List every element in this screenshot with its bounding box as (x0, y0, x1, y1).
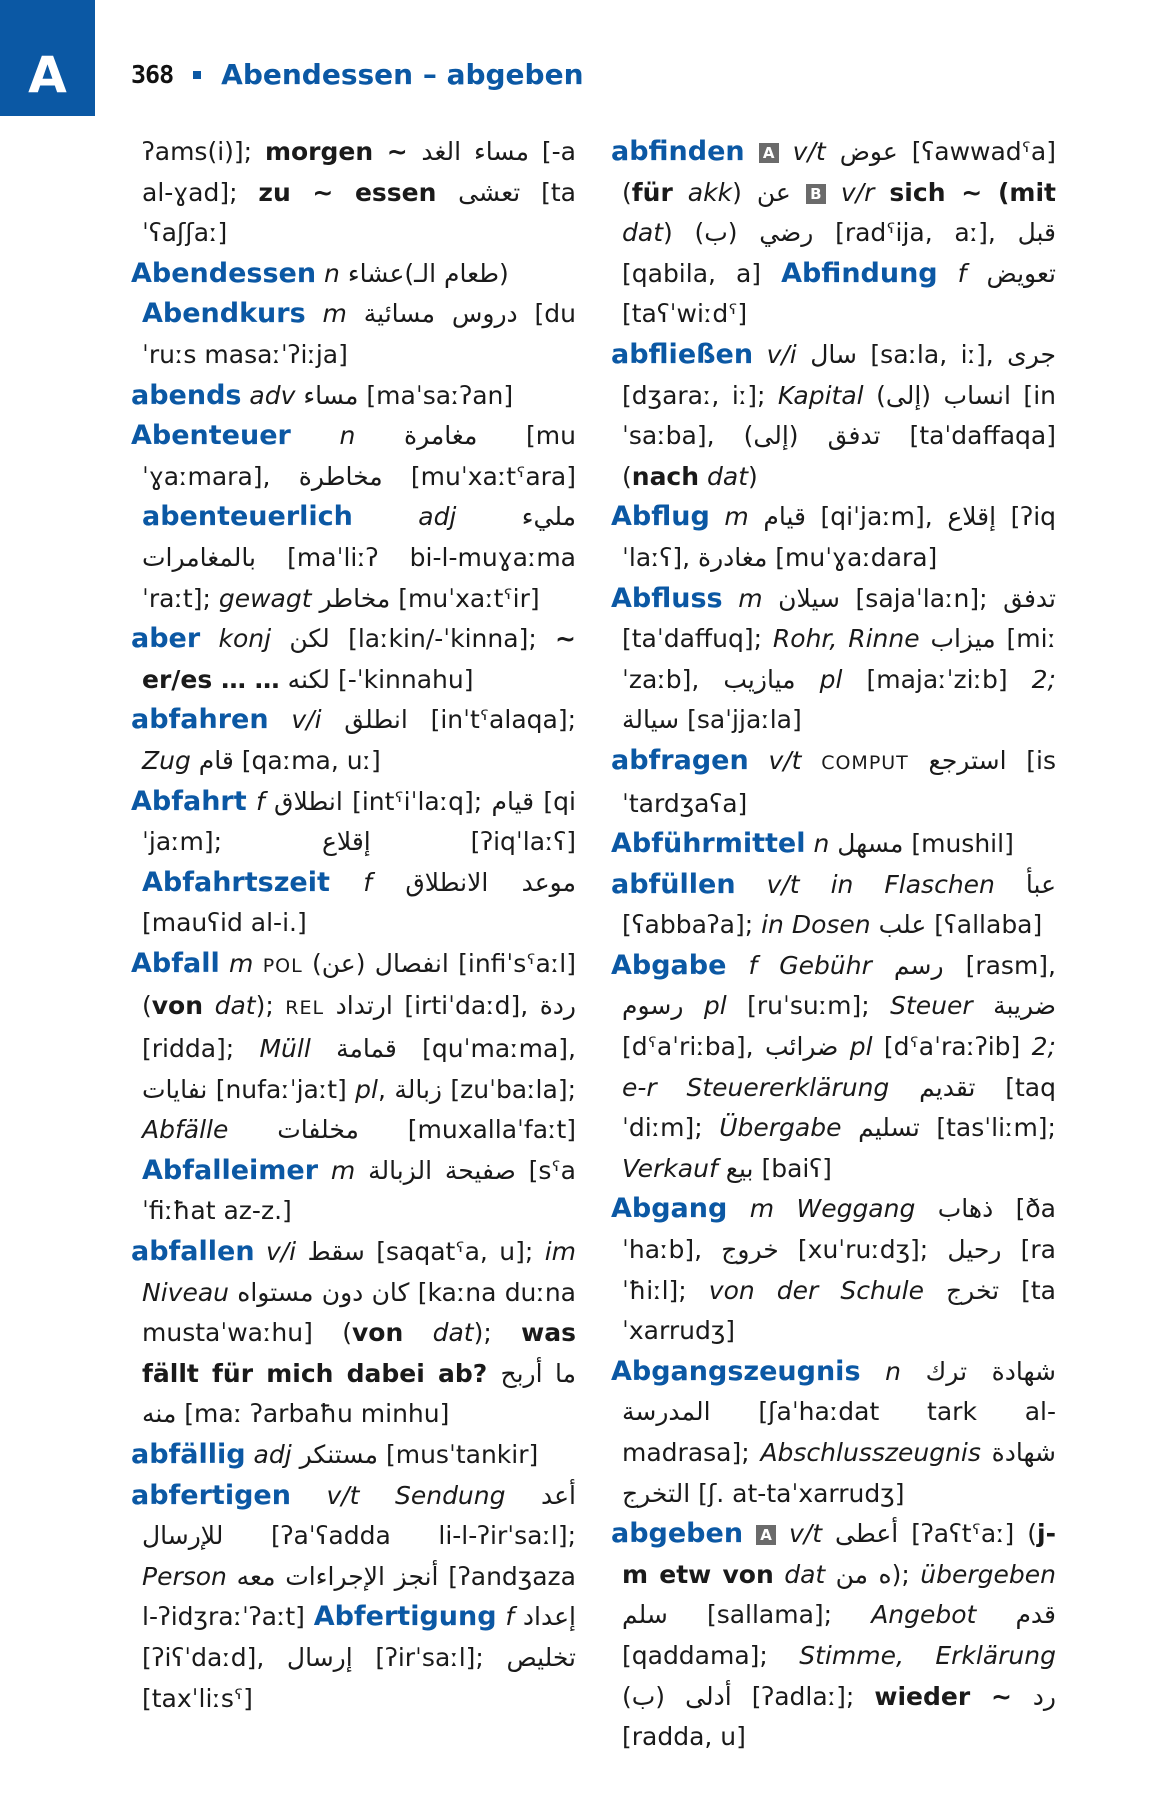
dictionary-entry (131, 782, 576, 944)
transcription: [sˁaˈfiːħat az-z.] (142, 1155, 576, 1226)
transcription (743, 1519, 756, 1548)
grammar-label: in Dosen (761, 910, 879, 940)
arabic-translation: مخاطرة (298, 461, 383, 491)
arabic-translation: زبالة (394, 1074, 442, 1104)
transcription: [qabila, a] (622, 258, 782, 288)
right-column (611, 132, 1056, 1758)
dictionary-entry (611, 1352, 1056, 1514)
grammar-label: Steuer (890, 991, 994, 1021)
thumb-index-tab (0, 0, 95, 116)
headword: abfragen (611, 744, 749, 776)
grammar-label: übergeben (920, 1559, 1056, 1589)
grammar-label: Müll (259, 1034, 337, 1064)
transcription: [quˈmaːma], (396, 1034, 576, 1064)
headword: abgeben (611, 1518, 744, 1550)
transcription: [qiˈjaːm], (805, 502, 948, 532)
grammar-label: dat (403, 1318, 474, 1348)
arabic-translation: عن (756, 177, 791, 207)
arabic-translation: استرجع (928, 745, 1007, 775)
headword: Abfahrtszeit (142, 866, 330, 898)
transcription: [-a al-ɣad]; (142, 137, 577, 207)
arabic-translation: إرسال (286, 1642, 353, 1672)
transcription: ) (663, 218, 695, 248)
grammar-label: m (709, 502, 764, 532)
grammar-label: Kapital (777, 380, 877, 410)
headword: abfällig (131, 1439, 246, 1470)
arabic-translation: (طعام الـ)عشاء (347, 258, 509, 288)
dictionary-entry (131, 416, 576, 619)
grammar-label: Abschlusszeugnis (760, 1438, 992, 1467)
grammar-label: von der Schule (708, 1275, 947, 1305)
arabic-translation: تدفق (إلى) (743, 421, 881, 451)
sense-marker: A (759, 143, 779, 163)
headword: Abendkurs (142, 298, 306, 330)
thumb-index-letter: A (28, 46, 67, 104)
transcription: [baiʕ] (753, 1153, 832, 1183)
grammar-label: adv (241, 380, 304, 410)
grammar-label: f (496, 1602, 523, 1632)
transcription: [ʕabbaʔa]; (622, 910, 762, 940)
arabic-translation: رد (1032, 1681, 1056, 1711)
grammar-label: f (937, 258, 987, 288)
transcription (909, 746, 929, 775)
arabic-translation: أعطى (835, 1519, 899, 1549)
arabic-translation: شهادة التخرج (622, 1438, 1056, 1508)
transcription: [raˈħiːl]; (622, 1235, 1056, 1305)
transcription (745, 137, 759, 166)
dictionary-entry (131, 1232, 576, 1435)
transcription: [ʔaˈʕadda li-l-ʔirˈsaːl]; (223, 1521, 576, 1551)
headword: Abgabe (611, 949, 727, 981)
grammar-label: v/i (254, 1237, 308, 1267)
grammar-label: Stimme, Erklärung (799, 1640, 1056, 1670)
grammar-label: pl (355, 1074, 378, 1104)
grammar-label: m (219, 948, 263, 978)
headword: abfahren (131, 704, 269, 736)
arabic-translation: مخلفات (277, 1115, 359, 1145)
transcription: [-ˈkinnahu] (330, 664, 474, 694)
arabic-translation: تسليم (858, 1113, 920, 1143)
bold-phrase: für (631, 177, 673, 207)
arabic-translation: بيع (725, 1153, 754, 1183)
grammar-label: pl (838, 1032, 884, 1062)
transcription (791, 178, 806, 207)
dictionary-entry (131, 132, 576, 254)
grammar-label: n (860, 1356, 926, 1386)
arabic-translation: ما أربح منه (142, 1358, 576, 1429)
transcription: [zuˈbaːla]; (441, 1074, 576, 1104)
bold-phrase: von (151, 991, 204, 1021)
grammar-label: im Niveau (142, 1237, 576, 1307)
transcription: [inˈtˁalaqa]; (407, 705, 576, 735)
dictionary-entry (611, 497, 1056, 578)
transcription: [ruˈsuːm]; (747, 991, 891, 1021)
arabic-translation: ردة (539, 991, 576, 1021)
headword: abfertigen (131, 1479, 291, 1511)
grammar-label: Verkauf (622, 1153, 726, 1183)
grammar-label: v/t in Flaschen (735, 869, 1026, 899)
arabic-translation: رسم (893, 950, 944, 980)
grammar-label: 2; e-r Steuererklärung (622, 1032, 1056, 1102)
arabic-translation: مغامرة (404, 421, 478, 451)
transcription: ); (473, 1318, 522, 1348)
grammar-label: m (722, 583, 779, 613)
transcription: ); (891, 1559, 921, 1589)
arabic-translation: إقلاع (947, 502, 997, 532)
arabic-translation: رضي (ب) (694, 218, 814, 248)
square-bullet-icon (193, 71, 201, 79)
bold-phrase: j-m etw von (622, 1519, 1056, 1589)
grammar-label: n (316, 258, 348, 288)
grammar-label: v/t (748, 745, 822, 775)
headword: Abfalleimer (142, 1154, 319, 1186)
transcription: [muˈxaːtˁara] (382, 461, 576, 491)
headword: Abenteuer (131, 420, 291, 452)
dictionary-entry (131, 254, 576, 295)
transcription: [taˈxarrudʒ] (622, 1275, 1057, 1346)
transcription: [dʒaraː, iː]; (622, 380, 778, 410)
transcription: [qaːma, uː] (233, 745, 381, 775)
transcription: [miːˈzaːb], (622, 624, 1056, 694)
transcription: [kaːna duːna mustaˈwaːhu] ( (142, 1277, 576, 1348)
arabic-translation: ميزاب (930, 624, 996, 654)
dictionary-entry (611, 1514, 1056, 1758)
transcription: [sallama]; (667, 1600, 872, 1630)
arabic-translation: مساء (303, 380, 359, 410)
headword: abfallen (131, 1236, 255, 1268)
dictionary-entry (131, 1476, 576, 1720)
transcription: [nufaːˈjaːt] (207, 1074, 356, 1104)
headword: Abfall (131, 947, 220, 979)
grammar-label: konj (200, 624, 290, 654)
arabic-translation: علب (878, 910, 927, 940)
grammar-label: v/t (778, 137, 840, 166)
grammar-label: Angebot (871, 1600, 1016, 1630)
transcription: [muˈxaːtˁir] (390, 583, 540, 613)
bold-phrase: zu ~ essen (258, 177, 459, 207)
arabic-translation: مستنكر (299, 1440, 379, 1469)
transcription: [ʕallaba] (926, 910, 1043, 940)
transcription: [inˈsaːba], (622, 380, 1056, 451)
grammar-label: dat (203, 991, 256, 1021)
transcription: [intˁiˈlaːq]; (342, 786, 492, 816)
headword: abenteuerlich (142, 501, 353, 533)
headword: Abgang (611, 1193, 728, 1225)
transcription: [saqatˁa, u]; (364, 1237, 545, 1267)
running-head (131, 58, 584, 91)
arabic-translation: سيالة (622, 705, 680, 735)
transcription: [maˈliːʔ bi-l-muɣaːmaˈraːt]; (142, 542, 576, 613)
dictionary-entry (131, 700, 576, 781)
dictionary-entry (611, 824, 1056, 865)
grammar-label: f (246, 786, 275, 816)
arabic-translation: خروج (721, 1235, 779, 1265)
arabic-translation: مخاطر (319, 583, 391, 613)
arabic-translation: تدفق (1003, 583, 1056, 613)
arabic-translation: عوض (839, 137, 898, 166)
grammar-label: adj (352, 502, 522, 532)
headword: Abendessen (131, 257, 317, 289)
transcription (280, 665, 288, 694)
transcription: [taxˈliːsˁ] (142, 1683, 253, 1713)
bold-phrase: nach (631, 461, 700, 491)
grammar-label: Person (142, 1561, 237, 1591)
grammar-label: v/i (753, 339, 811, 369)
arabic-translation: تخليص (506, 1642, 577, 1672)
transcription: [saˈjjaːla] (679, 705, 802, 735)
transcription: [taˈdaffaqa] ( (622, 421, 1056, 491)
transcription: [dˁaˈraːʔib] (883, 1032, 1032, 1062)
arabic-translation: قبل (1017, 218, 1056, 248)
dictionary-entry (131, 944, 576, 1232)
arabic-translation: نفايات (142, 1074, 208, 1104)
arabic-translation: قيام (763, 502, 806, 532)
transcription: [irtiˈdaːd], (392, 991, 540, 1021)
transcription: ) (748, 461, 758, 491)
transcription: [ʕawwadˁa] ( (622, 137, 1056, 207)
transcription: ) (732, 177, 757, 207)
transcription: [radda, u] (622, 1722, 746, 1752)
page-number: 368 (131, 60, 174, 89)
arabic-translation: شهادة ترك المدرسة (622, 1356, 1056, 1427)
arabic-translation: قمامة (336, 1034, 397, 1064)
transcription: [sajaˈlaːn]; (839, 583, 1004, 613)
arabic-translation: ضرائب (764, 1032, 839, 1062)
transcription: [maː ʔarbaħu minhu] (176, 1399, 450, 1429)
transcription: [saːla, iː], (856, 339, 1008, 369)
headword: abfinden (611, 136, 745, 167)
arabic-translation: ميازيب (723, 664, 796, 694)
transcription: [ʔiqˈlaːʕ] (370, 827, 576, 857)
dictionary-entry (131, 376, 576, 417)
arabic-translation: تعشى (458, 177, 521, 207)
transcription: [muˈɣaːdara] (767, 542, 938, 572)
grammar-label: Abfälle (142, 1115, 278, 1145)
transcription: [qiˈjaːm]; (142, 786, 576, 857)
grammar-label: v/t (776, 1519, 835, 1549)
dictionary-entry (611, 1189, 1056, 1351)
headword: Abgangszeugnis (611, 1355, 861, 1387)
sense-marker: B (806, 184, 826, 204)
arabic-translation: عبأ (1025, 869, 1056, 899)
arabic-translation: ه من (835, 1559, 892, 1589)
transcription: [ʔandʒaza l-ʔidʒraːˈʔaːt] (142, 1561, 576, 1632)
transcription (324, 991, 336, 1020)
subject-label: COMPUT (821, 751, 909, 774)
transcription: , (378, 1074, 395, 1104)
sense-marker: A (756, 1525, 776, 1545)
arabic-translation: دروس مسائية (363, 299, 518, 329)
grammar-label: m Weggang (727, 1194, 938, 1224)
headword: Abfindung (781, 257, 938, 289)
dictionary-entry (131, 619, 576, 700)
left-column (131, 132, 576, 1719)
arabic-translation: انساب (إلى) (876, 380, 1011, 410)
transcription: [tasˈliːm]; (919, 1113, 1056, 1143)
transcription: [mauʕid al-i.] (142, 908, 307, 938)
grammar-label: dat (773, 1559, 836, 1589)
arabic-translation: انفصال (عن) (312, 948, 449, 978)
transcription: ); (255, 991, 286, 1021)
dictionary-entry (611, 946, 1056, 1190)
arabic-translation: أنجز الإجراءات معه (236, 1561, 439, 1591)
transcription: [ridda]; (142, 1034, 260, 1064)
bold-phrase: was fällt für mich dabei ab? (142, 1318, 576, 1388)
grammar-label: n (805, 829, 838, 859)
arabic-translation: رحيل (947, 1235, 1002, 1265)
transcription: [rasm], (943, 950, 1056, 980)
dictionary-entry (611, 579, 1056, 741)
transcription: [ʔiʕˈdaːd], (142, 1642, 287, 1672)
dictionary-entry (611, 132, 1056, 335)
arabic-translation: صفيحة الزبالة (368, 1155, 516, 1185)
transcription: [ðaˈhaːb], (622, 1194, 1056, 1265)
transcription: [isˈtardʒaʕa] (622, 745, 1057, 818)
bold-phrase: morgen ~ (264, 137, 422, 166)
transcription (303, 949, 312, 978)
dictionary-entry (131, 1435, 576, 1476)
transcription: [muˈɣaːmara], (142, 421, 576, 491)
transcription: [majaːˈziːb] (866, 664, 1032, 694)
arabic-translation: جرى (1007, 339, 1056, 369)
transcription: [ʃaˈhaːdat tark al-madrasa]; (622, 1397, 1056, 1467)
arabic-translation: ارتداد (335, 991, 393, 1021)
transcription: [mushil] (903, 829, 1014, 859)
grammar-label: Übergabe (719, 1113, 859, 1143)
grammar-label: gewagt (218, 583, 320, 613)
transcription: [taqˈdiːm]; (622, 1072, 1056, 1143)
transcription: [taʕˈwiːdˁ] (622, 299, 748, 329)
arabic-translation: رسوم (622, 991, 684, 1021)
bold-phrase: wieder ~ (874, 1681, 1033, 1711)
arabic-translation: تقديم (919, 1072, 976, 1102)
transcription: [ʔiqˈlaːʕ], (622, 502, 1057, 572)
arabic-translation: ضريبة (993, 991, 1056, 1021)
grammar-label: v/i (268, 705, 345, 735)
transcription: [musˈtankir] (378, 1440, 539, 1469)
grammar-label: m (318, 1155, 369, 1185)
grammar-label: akk (672, 177, 733, 207)
dictionary-entry (611, 741, 1056, 824)
arabic-translation: موعد الانطلاق (405, 867, 576, 897)
arabic-translation: إقلاع (321, 827, 371, 857)
bold-phrase: sich ~ (mit (889, 177, 1056, 207)
arabic-translation: مغادرة (697, 542, 768, 572)
arabic-translation: كان دون مستواه (237, 1277, 410, 1307)
headword: Abführmittel (611, 828, 806, 860)
arabic-translation: ذهاب (937, 1194, 994, 1224)
arabic-translation: قام (198, 745, 234, 775)
dictionary-entry (131, 294, 576, 375)
arabic-translation: مليء بالمغامرات (142, 502, 576, 572)
arabic-translation: سقط (307, 1237, 365, 1267)
transcription: [muxallaˈfaːt] (358, 1115, 576, 1145)
transcription: [laːkin/-ˈkinna]; (329, 624, 556, 654)
arabic-translation: مساء الغد (421, 137, 530, 166)
transcription: [taˈdaffuq]; (622, 624, 773, 654)
transcription: [dˁaˈriːba], (622, 1032, 765, 1062)
transcription: [xuˈruːdʒ]; (778, 1235, 948, 1265)
grammar-label: v/t Sendung (290, 1480, 541, 1510)
arabic-translation: أعد للإرسال (142, 1480, 576, 1551)
bold-phrase: von (351, 1318, 404, 1348)
headword: Abfertigung (313, 1601, 497, 1633)
arabic-translation: إعداد (522, 1602, 576, 1632)
transcription: [ʔirˈsaːl]; (352, 1642, 507, 1672)
transcription: [ʔadlaː]; (731, 1681, 875, 1711)
grammar-label: m (305, 299, 364, 329)
grammar-label: f Gebühr (726, 950, 894, 980)
headword: abfüllen (611, 868, 736, 900)
arabic-translation: قيام (491, 786, 535, 816)
grammar-label: dat (622, 218, 663, 248)
grammar-label: v/r (825, 177, 890, 207)
grammar-label: adj (245, 1440, 300, 1469)
transcription: [infiˈsˁaːl] ( (142, 948, 576, 1021)
arabic-translation: سلم (622, 1600, 668, 1630)
bold-phrase: ~ er/es … … (142, 624, 576, 694)
transcription: [ʃ. at-taˈxarrudʒ] (690, 1478, 905, 1508)
arabic-translation: تخرج (946, 1275, 1000, 1305)
transcription: [taˈʕaʃʃaː] (142, 177, 576, 248)
grammar-label: pl (795, 664, 867, 694)
dictionary-entry (611, 335, 1056, 497)
transcription: [ʔaʕtˁaː] ( (898, 1519, 1038, 1549)
transcription: [radˁija, aː], (813, 218, 1018, 248)
arabic-translation: سال (810, 339, 857, 369)
grammar-label: pl (683, 991, 748, 1021)
headword: Abflug (611, 501, 710, 533)
arabic-translation: سيلان (778, 583, 840, 613)
headword: abfließen (611, 338, 754, 370)
headword: abends (131, 379, 242, 411)
subject-label: REL (285, 997, 325, 1020)
grammar-label: dat (699, 461, 749, 491)
grammar-label: Rohr, Rinne (772, 624, 931, 654)
grammar-label: Zug (142, 745, 199, 775)
arabic-translation: لكن (289, 624, 330, 654)
dictionary-entry (611, 865, 1056, 946)
headword: Abfahrt (131, 785, 247, 817)
subject-label: POL (262, 954, 303, 977)
grammar-label: 2; (1031, 664, 1056, 694)
arabic-translation: انطلاق (274, 786, 343, 816)
arabic-translation: مسهل (837, 829, 904, 859)
arabic-translation: أدلى (ب) (622, 1681, 732, 1711)
grammar-label: f (329, 867, 406, 897)
headword: Abfluss (611, 582, 723, 614)
grammar-label: n (290, 421, 405, 451)
transcription: [maˈsaːʔan] (358, 380, 514, 410)
transcription: [duˈruːs masaːˈʔiːja] (142, 299, 576, 369)
headword-range: Abendessen – abgeben (221, 58, 584, 91)
transcription: [qaddama]; (622, 1640, 800, 1670)
arabic-translation: انطلق (344, 705, 408, 735)
arabic-translation: لكنه (287, 664, 330, 694)
arabic-translation: قدم (1015, 1600, 1056, 1630)
headword: aber (131, 623, 201, 655)
arabic-translation: تعويض (986, 258, 1056, 288)
transcription: ʔams(i)]; (142, 137, 265, 166)
